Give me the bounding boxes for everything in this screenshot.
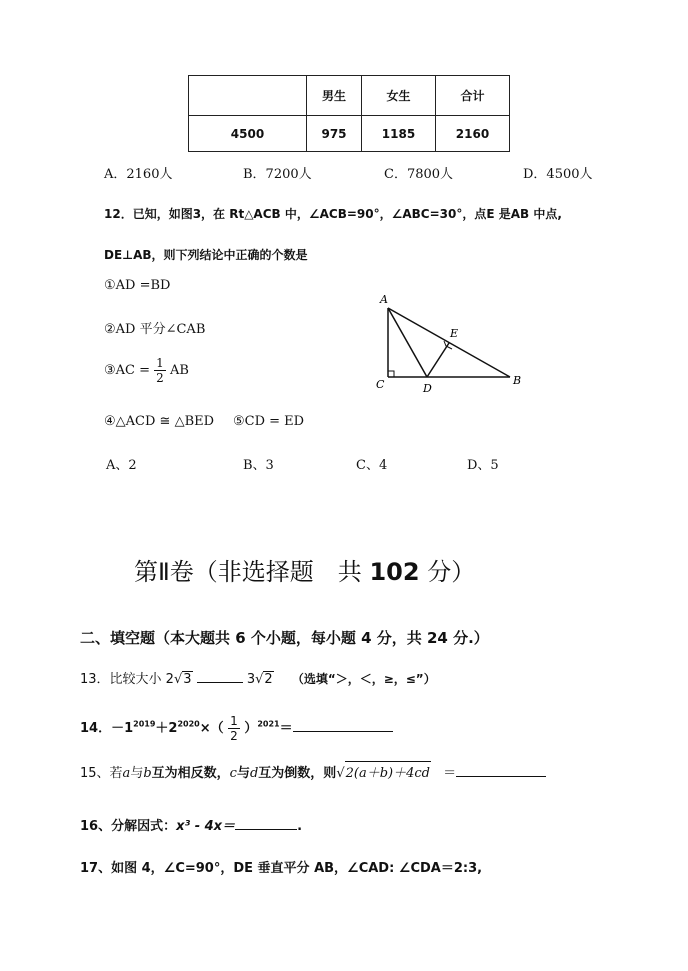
q16-expr: x³ - 4x＝ [176,819,236,834]
label-a: A [380,293,388,306]
q14-exp1: 2019 [133,719,156,729]
label-e: E [450,327,459,340]
q11-option-c: C．7800人 [384,167,454,182]
q12-option-b: B、3 [243,458,274,473]
table-header-cell [189,76,307,116]
table-header-cell: 男生 [307,76,362,116]
q15-radicand: 2(a＋b)＋4cd [345,761,431,781]
fraction [228,714,240,743]
section-title [134,552,475,587]
q14-prefix: 14．－1 [80,721,134,736]
q12-option-d: D、5 [467,458,499,473]
q14-close: ） [244,721,258,736]
q12-stem-line1: 12．已知，如图3，在 Rt△ACB 中，∠ACB=90°，∠ABC=30°，点E 是AB 中点, [104,207,562,221]
q12-statement-2: ②AD 平分∠CAB [104,322,206,337]
q15-var-b: b [143,766,152,781]
table-row [189,116,510,152]
q16-end: . [297,819,303,834]
table-cell: 4500 [189,116,307,152]
table-header-cell: 女生 [362,76,436,116]
q12-stem-line2: DE⊥AB，则下列结论中正确的个数是 [104,248,308,262]
section-title-pre: 第Ⅱ卷（非选择题 共 [134,558,370,586]
q14-eq: ＝ [279,721,293,736]
q15-eq: ＝ [443,766,457,781]
q15-var-a: a [122,766,131,781]
q13-prefix: 13．比较大小 2 [80,672,174,687]
q11-option-b: B．7200人 [243,167,312,182]
part2-heading: 二、填空题（本大题共 6 个小题，每小题 4 分，共 24 分.） [80,629,489,647]
q15-t1: 与 [130,766,144,781]
q12-statement-4: ④△ACD ≅ △BED [104,414,215,429]
q16-answer-blank[interactable] [235,829,297,830]
q12-statement-5: ⑤CD = ED [233,414,305,429]
table-cell: 975 [307,116,362,152]
label-b: B [513,374,522,387]
statistics-table [188,75,510,152]
table-header-row [189,76,510,116]
q13-radicand-1: 3 [183,672,192,687]
q14-answer-blank[interactable] [293,731,393,732]
q14-plus: ＋2 [155,721,178,736]
q15-t4: 互为倒数，则 [258,766,337,781]
q15-answer-blank[interactable] [456,776,546,777]
fraction [154,356,166,385]
q13-mid: 3 [246,672,256,687]
q11-option-a: A．2160人 [104,167,173,182]
label-c: C [376,378,385,391]
q15-t3: 与 [236,766,250,781]
section-title-score: 102 [369,558,420,586]
fraction-denominator: 2 [230,729,238,743]
table-cell: 2160 [436,116,510,152]
fraction-denominator: 2 [156,371,164,385]
q17: 17、如图 4，∠C=90°，DE 垂直平分 AB，∠CAD: ∠CDA＝2:3, [80,861,483,876]
q14-times: ×（ [199,721,224,736]
q15-var-d: d [249,766,259,781]
q12-option-a: A、2 [106,458,137,473]
q12-s3-prefix: ③AC = [104,363,151,378]
table-cell: 1185 [362,116,436,152]
triangle-figure [370,290,530,395]
q13-note: （选填“＞，＜，≥，≤”） [291,672,436,686]
table-header-cell: 合计 [436,76,510,116]
q16-prefix: 16、分解因式： [80,819,177,834]
label-d: D [423,382,432,395]
q13-answer-blank[interactable] [197,682,243,683]
q12-statement-3 [104,356,189,385]
q14-exp2: 2020 [177,719,200,729]
q14-exp3: 2021 [257,719,280,729]
fraction-numerator: 1 [156,356,164,370]
q16 [80,815,302,834]
q12-s3-suffix: AB [169,363,189,378]
q13-radicand-2: 2 [264,672,273,687]
q15: 15、若a与b互为相反数，c与d互为倒数，则√2(a＋b)＋4cd ＝ [80,761,546,781]
section-title-post: 分） [419,558,476,586]
q15-prefix: 15、若 [80,766,123,781]
q13: 13．比较大小 2√3 3√2 （选填“＞，＜，≥，≤”） [80,672,436,687]
q11-option-d: D．4500人 [523,167,593,182]
q12-statement-1: ①AD =BD [104,278,171,293]
fraction-numerator: 1 [230,714,238,728]
q12-option-c: C、4 [356,458,388,473]
q14 [80,714,393,743]
q15-t2: 互为相反数， [151,766,230,781]
q15-var-c: c [229,766,237,781]
